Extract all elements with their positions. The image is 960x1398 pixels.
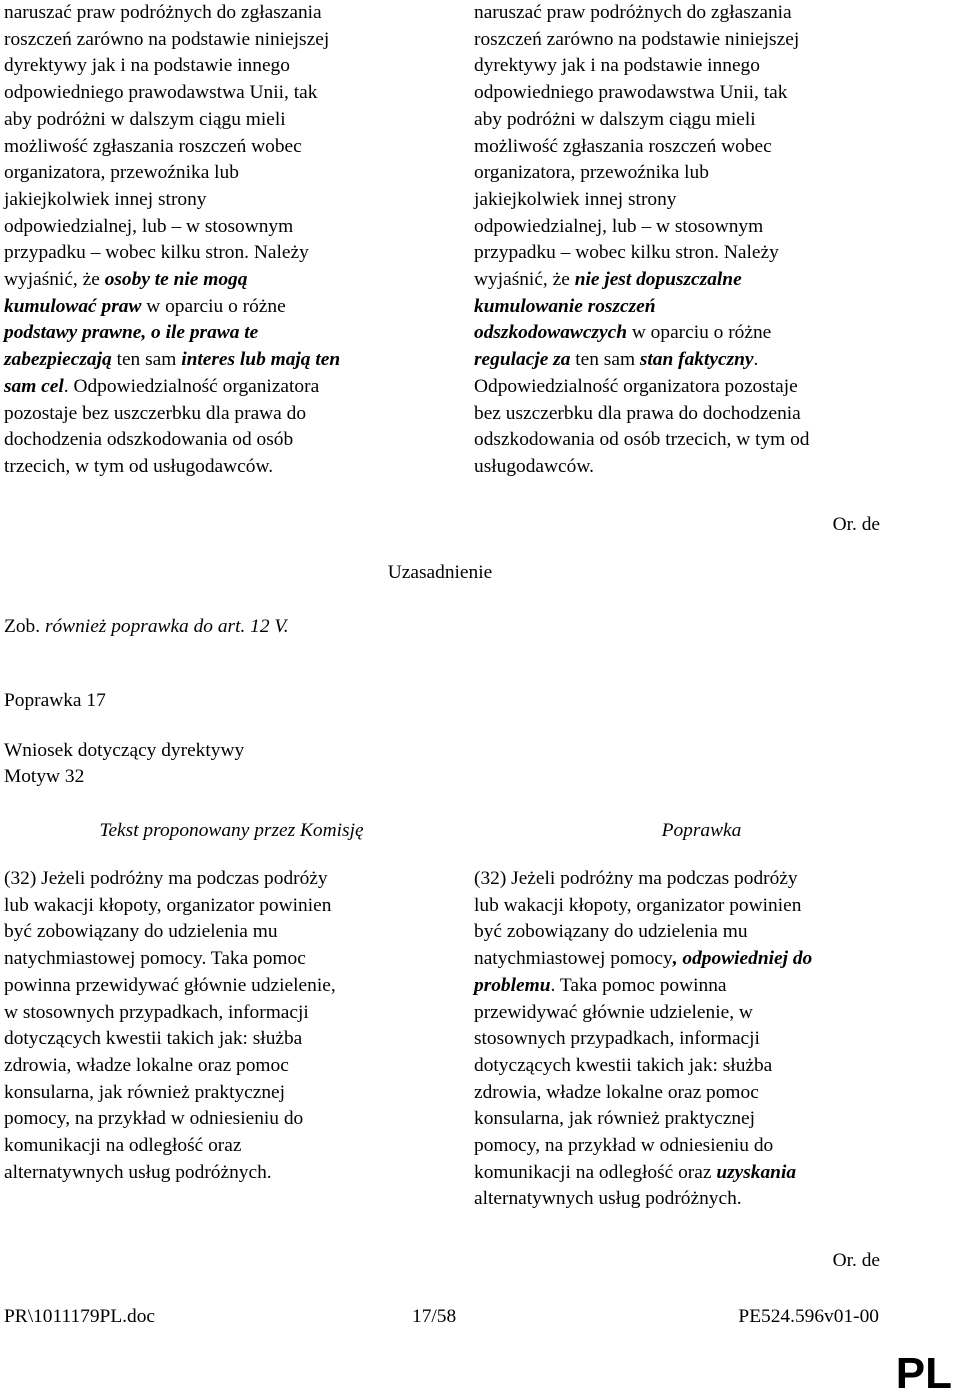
emphasis-text: stan faktyczny bbox=[639, 349, 754, 371]
column-header-amendment bbox=[474, 818, 929, 845]
emphasis-text: podstawy prawne, o ile prawa te zabezpieczają bbox=[4, 322, 259, 371]
commission-text-column bbox=[4, 866, 459, 1186]
top-right-column bbox=[474, 0, 944, 481]
recital-title: Motyw 32 bbox=[4, 766, 85, 787]
emphasis-text: regulacje za bbox=[474, 349, 571, 371]
body-text: naruszać praw podróżnych do zgłaszania roszczeń zarówno na podstawie niniejszej dyrektywy jak i na podstawie innego odpowiedniego prawodawstwa Unii, tak aby podróżni w dalszym ciągu mieli możliwość zgłaszania roszczeń wobec organizatora, przewoźnika lub jakiejkolwiek innej strony odpowiedzialnej, lub – w stosownym przypadku – wobec kilku stron. Należy wyjaśnić, że bbox=[474, 2, 800, 291]
footer-language-code: PL bbox=[895, 1349, 952, 1398]
body-text: ten sam bbox=[570, 349, 640, 371]
footer-page-number: 17/58 bbox=[412, 1306, 457, 1327]
note-prefix: Zob. bbox=[4, 616, 45, 637]
body-text: . Odpowiedzialność organizatora pozostaje bez uszczerbku dla prawa do dochodzenia odszkodowania od osób trzecich, w tym od usługodawców. bbox=[4, 375, 320, 477]
body-text: w oparciu o różne bbox=[631, 322, 772, 344]
note-reference: również poprawka do art. 12 V. bbox=[44, 616, 289, 637]
body-text: w oparciu o różne bbox=[146, 295, 286, 317]
emphasis-text: , odpowiedniej do problemu bbox=[474, 948, 813, 996]
column-header-commission-text: Tekst proponowany przez Komisję bbox=[99, 820, 364, 841]
footer-doc-reference: PR\1011179PL.doc bbox=[4, 1306, 156, 1327]
emphasis-text: uzyskania bbox=[716, 1161, 797, 1183]
top-left-column bbox=[4, 0, 459, 481]
emphasis-text: osoby te nie mogą kumulować praw bbox=[4, 269, 248, 317]
column-header-commission bbox=[4, 818, 459, 845]
justification-heading: Uzasadnienie bbox=[387, 562, 493, 583]
body-text: ten sam bbox=[111, 349, 182, 371]
justification-note-text bbox=[4, 616, 289, 637]
justification-note bbox=[4, 614, 289, 641]
body-text: naruszać praw podróżnych do zgłaszania roszczeń zarówno na podstawie niniejszej dyrektywy jak i na podstawie innego odpowiedniego prawodawstwa Unii, tak aby podróżni w dalszym ciągu mieli możliwość zgłaszania roszczeń wobec organizatora, przewoźnika lub jakiejkolwiek innej strony odpowiedzialnej, lub – w stosownym przypadku – wobec kilku stron. Należy wyjaśnić, że bbox=[4, 2, 330, 291]
original-language-1: Or. de bbox=[832, 514, 880, 535]
body-text: alternatywnych usług podróżnych. bbox=[474, 1188, 742, 1210]
emphasis-text: interes lub mają ten sam cel bbox=[4, 349, 341, 397]
amendment-number: Poprawka 17 bbox=[4, 690, 106, 711]
body-text: (32) Jeżeli podróżny ma podczas podróży lub wakacji kłopoty, organizator powinien być zobowiązany do udzielenia mu natychmiastowej pomocy bbox=[474, 868, 802, 970]
column-header-amendment-text: Poprawka bbox=[661, 820, 742, 841]
body-text: (32) Jeżeli podróżny ma podczas podróży lub wakacji kłopoty, organizator powinien być zobowiązany do udzielenia mu natychmiastowej pomocy. Taka pomoc powinna przewidywać głównie udzielenie, w stosownych przypadkach, informacji dotyczących kwestii takich jak: służba zdrowia, władze lokalne oraz pomoc konsularna, jak również praktycznej pomocy, na przykład w odniesieniu do komunikacji na odległość oraz alternatywnych usług podróżnych. bbox=[4, 868, 336, 1183]
body-text: . Taka pomoc powinna przewidywać głównie udzielenie, w stosownych przypadkach, informacji dotyczących kwestii takich jak: służba zdrowia, władze lokalne oraz pomoc konsularna, jak również praktycznej pomocy, na przykład w odniesieniu do komunikacji na odległość oraz bbox=[474, 974, 774, 1183]
body-text: . Odpowiedzialność organizatora pozostaje bez uszczerbku dla prawa do dochodzenia odszkodowania od osób trzecich, w tym od usługodawców. bbox=[474, 349, 810, 477]
amendment-text-column bbox=[474, 866, 944, 1213]
emphasis-text: nie jest dopuszczalne kumulowanie roszczeń odszkodowawczych bbox=[474, 269, 742, 344]
original-language-2: Or. de bbox=[832, 1250, 880, 1271]
proposal-title: Wniosek dotyczący dyrektywy bbox=[4, 740, 245, 761]
footer-pe-reference: PE524.596v01-00 bbox=[738, 1306, 879, 1327]
